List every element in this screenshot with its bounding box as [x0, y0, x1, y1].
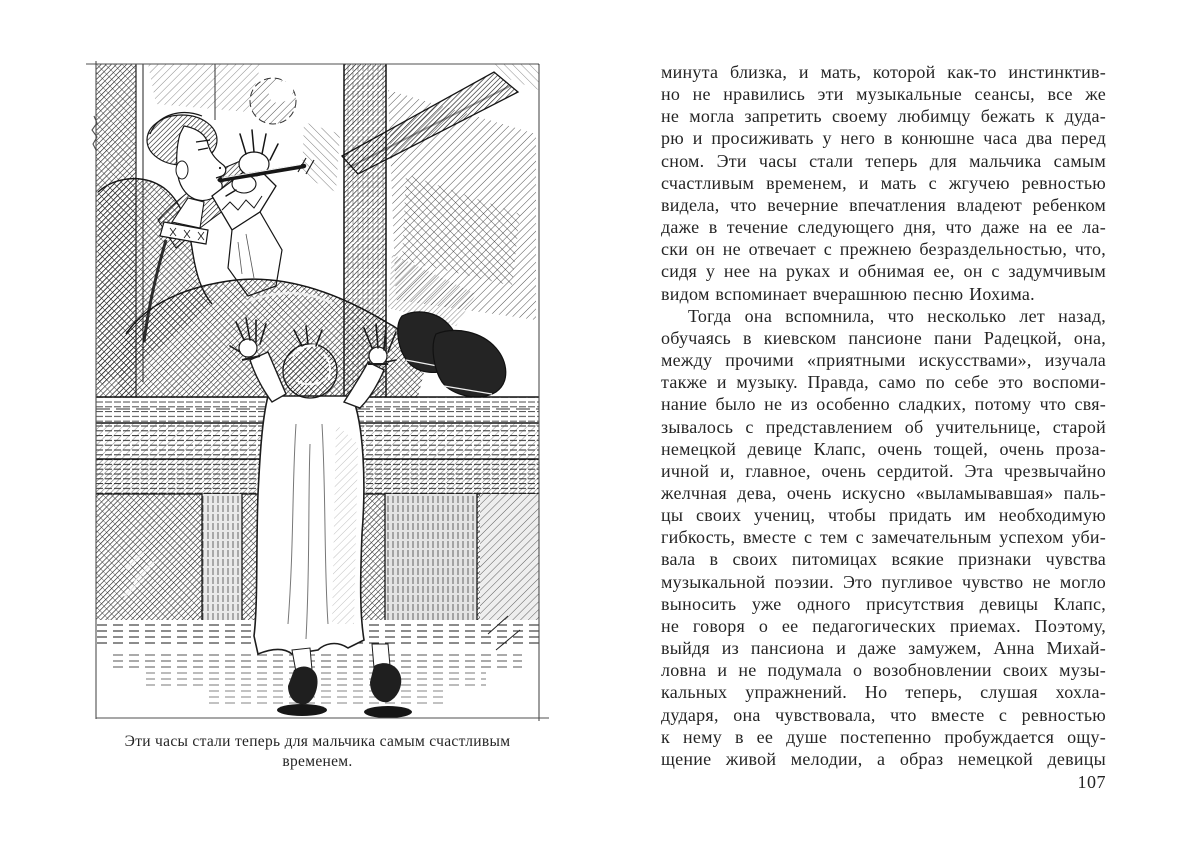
- text-line: видом вспоминает вчерашнюю песню Иохима.: [661, 283, 1035, 304]
- illustration-caption: [96, 732, 539, 772]
- text-line: рю и просиживать у него в конюшне часа два перед: [661, 128, 1106, 149]
- text-line: цы своих учениц, чтобы придать им необходимую: [661, 505, 1106, 526]
- text-line: сидя у нее на руках и обнимая ее, он с задумчивым: [661, 261, 1106, 282]
- text-line: обучаясь в киевском пансионе пани Радецкой, она,: [661, 327, 1106, 348]
- text-line: даже в течение следующего дня, что даже на ее ла-: [661, 217, 1106, 238]
- text-column: [661, 61, 1106, 770]
- text-line: дударя, она чувствовала, что вместе с ревностью: [661, 704, 1106, 725]
- moon: [250, 77, 297, 124]
- caption-line: Эти часы стали теперь для мальчика самым счастливым: [124, 733, 511, 750]
- child-head: [283, 344, 337, 398]
- text-line: сном. Эти часы стали теперь для мальчика самым: [661, 150, 1106, 171]
- text-line: ски он не отвечает с прежнею безраздельностью, что,: [661, 239, 1106, 260]
- text-line: между прочими «приятными искусствами», изучала: [661, 350, 1106, 371]
- text-line: зывалось с представлением об учительнице, старой: [661, 416, 1106, 437]
- text-line: музыкальной поэзии. Это пугливое чувство не могло: [661, 571, 1106, 592]
- text-line: желчная дева, очень искусно «выламывавшая» паль-: [661, 482, 1106, 503]
- text-line: вала в своих питомицах всякие признаки чувства: [661, 549, 1106, 570]
- caption-line: временем.: [282, 753, 353, 770]
- foot-shadow: [364, 706, 412, 718]
- text-line: к нему в ее душе постепенно пробуждается ощу-: [661, 726, 1106, 747]
- illustration-drawing: [86, 54, 549, 728]
- text-line: кальных упражнений. Но теперь, слушая хохла-: [661, 682, 1106, 703]
- text-line: но не нравились эти музыкальные сеансы, все же: [661, 84, 1106, 105]
- text-line: немецкой девице Клапс, очень тощей, очень проза-: [661, 438, 1106, 459]
- text-line: не могла запретить своему любимцу бежать к дуда-: [661, 106, 1106, 127]
- page-number: 107: [1077, 772, 1106, 792]
- text-line: также и музыку. Правда, само по себе это воспоми-: [661, 372, 1106, 393]
- book-illustration: [86, 54, 549, 728]
- foot-shadow: [277, 704, 327, 716]
- text-line: щение живой мелодии, а образ немецкой девицы: [661, 748, 1106, 769]
- text-line: ловна и не подумала о возобновлении своих музы-: [661, 660, 1106, 681]
- text-line: выйдя из пансиона и даже замужем, Анна Михай-: [661, 638, 1106, 659]
- text-line: Тогда она вспомнила, что несколько лет назад,: [688, 305, 1106, 326]
- text-line: гибкость, вместе с тем с замечательным успехом уби-: [661, 527, 1106, 548]
- text-line: нание было не из особенно сладких, потому что свя-: [661, 394, 1106, 415]
- text-line: не говоря о ее педагогических приемах. Поэтому,: [661, 615, 1106, 636]
- text-line: счастливым временем, и мать с жгучею ревностью: [661, 172, 1106, 193]
- text-line: ичной и, главное, очень сердитой. Эта чрезвычайно: [661, 460, 1106, 481]
- text-line: выносить уже одного присутствия девицы Клапс,: [661, 593, 1106, 614]
- text-line: минута близка, и мать, которой как-то инстинктив-: [661, 62, 1106, 82]
- text-line: видела, что вечерние впечатления владеют ребенком: [661, 194, 1106, 215]
